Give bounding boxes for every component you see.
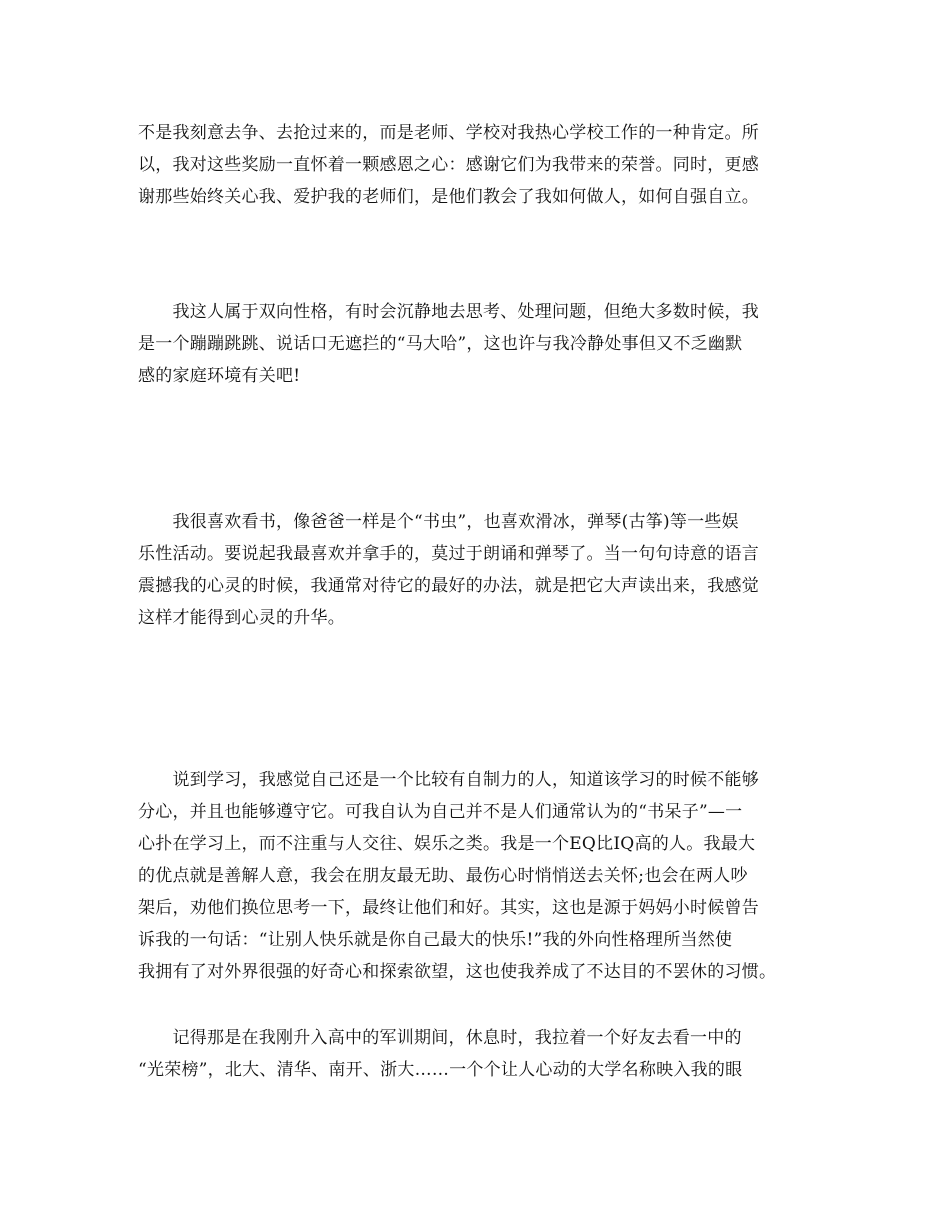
text-line: 是一个蹦蹦跳跳、说话口无遮拦的“马大哈”，这也许与我冷静处事但又不乏幽默: [138, 334, 743, 354]
paragraph-5: [138, 1022, 818, 1086]
paragraph-3: [138, 506, 818, 634]
text-line: 不是我刻意去争、去抢过来的，而是老师、学校对我热心学校工作的一种肯定。所: [138, 123, 759, 143]
paragraph-2: [138, 296, 818, 392]
text-line: 架后，劝他们换位思考一下，最终让他们和好。其实，这也是源于妈妈小时候曾告: [138, 898, 759, 918]
text-line: 诉我的一句话：“让别人快乐就是你自己最大的快乐!”我的外向性格理所当然使: [138, 930, 733, 950]
text-line: 我这人属于双向性格，有时会沉静地去思考、处理问题，但绝大多数时候，我: [138, 302, 759, 322]
text-line: 谢那些始终关心我、爱护我的老师们，是他们教会了我如何做人，如何自强自立。: [138, 187, 759, 207]
text-line: 记得那是在我刚升入高中的军训期间，休息时，我拉着一个好友去看一中的: [138, 1028, 742, 1048]
text-line: 以，我对这些奖励一直怀着一颗感恩之心：感谢它们为我带来的荣誉。同时，更感: [138, 155, 759, 175]
text-line: 分心，并且也能够遵守它。可我自认为自己并不是人们通常认为的“书呆子”—一: [138, 802, 743, 822]
paragraph-1: [138, 117, 818, 213]
text-line: “光荣榜”，北大、清华、南开、浙大……一个个让人心动的大学名称映入我的眼: [138, 1060, 743, 1080]
text-line: 震撼我的心灵的时候，我通常对待它的最好的办法，就是把它大声读出来，我感觉: [138, 576, 759, 596]
text-line: 我很喜欢看书，像爸爸一样是个“书虫”，也喜欢滑冰，弹琴(古筝)等一些娱: [138, 512, 739, 532]
text-line: 的优点就是善解人意，我会在朋友最无助、最伤心时悄悄送去关怀;也会在两人吵: [138, 866, 748, 886]
paragraph-4: [138, 764, 818, 988]
text-line: 乐性活动。要说起我最喜欢并拿手的，莫过于朗诵和弹琴了。当一句句诗意的语言: [138, 544, 759, 564]
text-line: 说到学习，我感觉自己还是一个比较有自制力的人，知道该学习的时候不能够: [138, 770, 759, 790]
text-line: 心扑在学习上，而不注重与人交往、娱乐之类。我是一个EQ比IQ高的人。我最大: [138, 834, 756, 854]
text-line: 我拥有了对外界很强的好奇心和探索欲望，这也使我养成了不达目的不罢休的习惯。: [138, 962, 777, 982]
text-line: 感的家庭环境有关吧!: [138, 366, 301, 386]
text-line: 这样才能得到心灵的升华。: [138, 608, 345, 628]
